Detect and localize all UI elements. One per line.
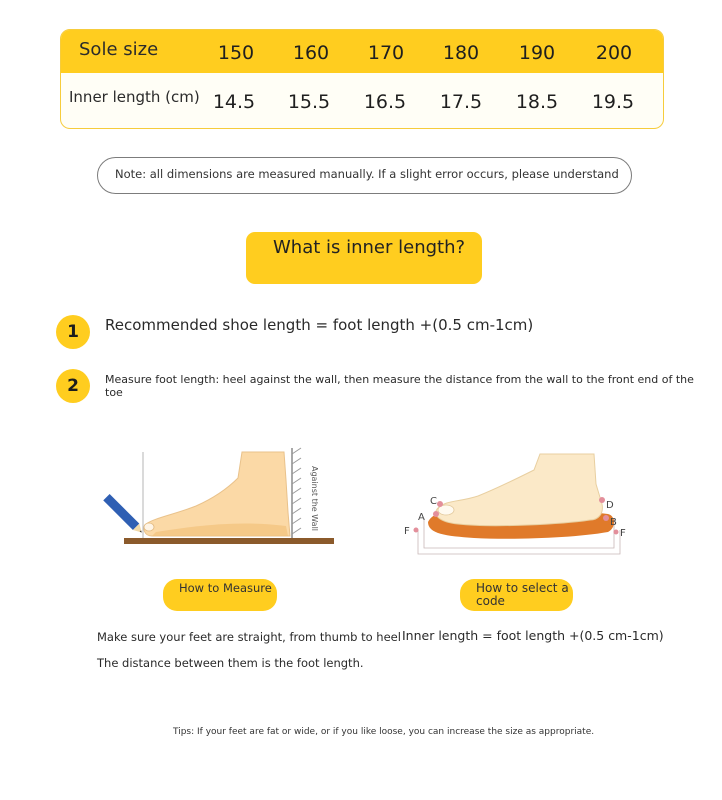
svg-text:C: C	[430, 496, 437, 507]
size-table	[60, 29, 664, 129]
inner-length-cell: 18.5	[515, 91, 559, 113]
inner-length-cell: 15.5	[287, 91, 331, 113]
foot-on-insole-illustration	[394, 448, 638, 566]
sole-size-cell: 190	[518, 42, 556, 64]
svg-text:A: A	[418, 512, 425, 523]
toe-nail	[144, 523, 154, 531]
inner-length-label: Inner length (cm)	[69, 88, 200, 106]
wall-label: Against the Wall	[310, 466, 319, 532]
measurement-note: Note: all dimensions are measured manually. If a slight error occurs, please understand	[97, 157, 632, 194]
pencil-icon	[103, 494, 145, 536]
inner-length-cell: 16.5	[363, 91, 407, 113]
inner-length-formula: Inner length = foot length +(0.5 cm-1cm)	[402, 628, 664, 643]
svg-text:D: D	[606, 500, 614, 511]
step-2-text: Measure foot length: heel against the wall, then measure the distance from the wall to the front end of the toe	[105, 373, 694, 399]
sole-size-cell: 200	[595, 42, 633, 64]
wall-hatching	[292, 448, 301, 534]
svg-text:F: F	[404, 526, 410, 537]
foot-against-wall-illustration	[96, 440, 346, 560]
floor	[124, 538, 334, 544]
measure-caption-1: Make sure your feet are straight, from thumb to heel	[97, 630, 401, 644]
step-2-badge: 2	[56, 369, 90, 403]
size-table-inner-length-row	[61, 78, 663, 126]
how-to-measure-label: How to Measure	[163, 579, 277, 611]
size-table-header-row	[61, 30, 663, 73]
sole-size-cell: 180	[442, 42, 480, 64]
step-1-badge: 1	[56, 315, 90, 349]
inner-length-cell: 17.5	[439, 91, 483, 113]
step-1-text: Recommended shoe length = foot length +(0.5 cm-1cm)	[105, 316, 534, 334]
sole-size-cell: 170	[367, 42, 405, 64]
how-to-select-code-label: How to select a code	[460, 579, 573, 611]
svg-text:F: F	[620, 528, 626, 539]
foot-shape	[436, 454, 603, 526]
sole-size-cell: 160	[292, 42, 330, 64]
foot-shape	[144, 452, 290, 536]
measure-caption-2: The distance between them is the foot length.	[97, 656, 364, 670]
tips-text: Tips: If your feet are fat or wide, or if you like loose, you can increase the size as appropriate.	[173, 727, 595, 737]
inner-length-cell: 19.5	[591, 91, 635, 113]
inner-length-cell: 14.5	[212, 91, 256, 113]
sole-size-label: Sole size	[79, 39, 159, 60]
sole-size-cell: 150	[217, 42, 255, 64]
section-title: What is inner length?	[246, 232, 482, 284]
svg-text:B: B	[610, 517, 617, 528]
